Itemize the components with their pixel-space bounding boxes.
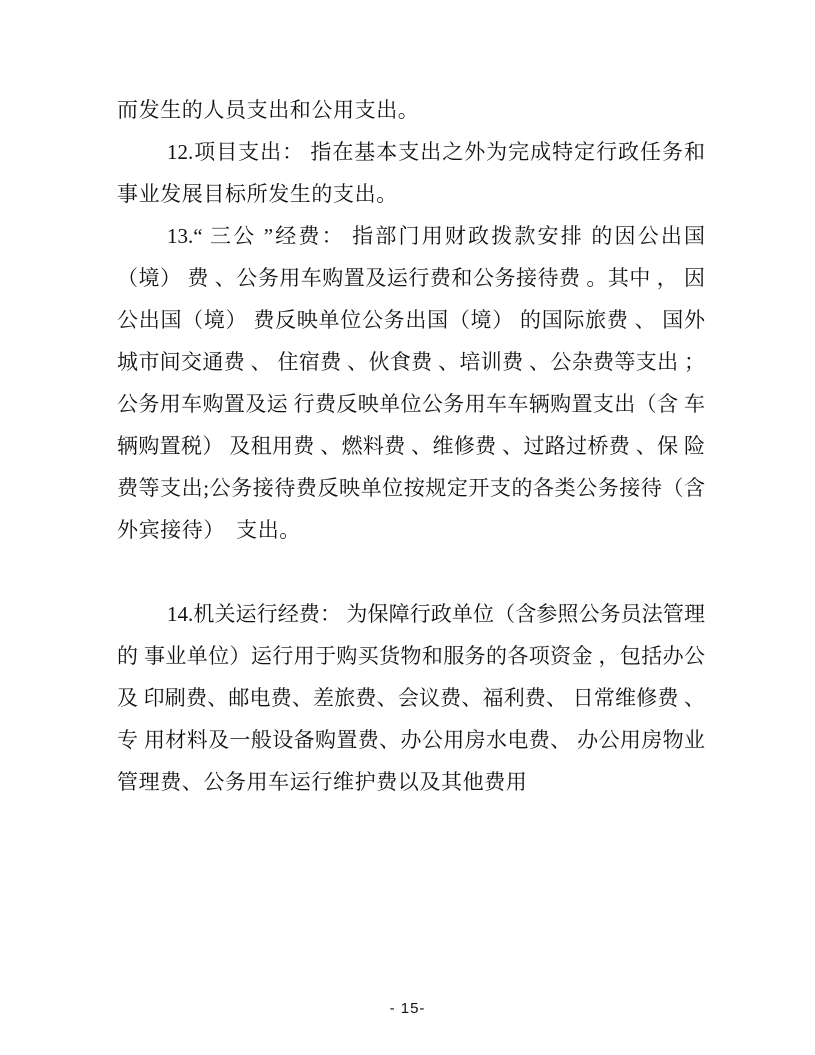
text-line: 辆购置税） 及租用费 、燃料费 、维修费 、过路过桥费 、保 险 bbox=[117, 434, 705, 458]
text-line: 城市间交通费 、 住宿费 、伙食费 、培训费 、公杂费等支出 ； bbox=[117, 350, 705, 374]
body-text bbox=[117, 89, 705, 803]
text-line: 管理费、公务用车运行维护费以及其他费用 bbox=[117, 770, 528, 794]
text-line: 专 用材料及一般设备购置费、办公用房水电费、 办公用房物业 bbox=[117, 728, 705, 752]
text-line: （境） 费 、公务用车购置及运行费和公务接待费 。其中 ， 因 bbox=[117, 266, 705, 290]
text-line: 14.机关运行经费： 为保障行政单位（含参照公务员法管理 bbox=[167, 602, 705, 626]
text-line: 13.“ 三公 ”经费： 指部门用财政拨款安排 的因公出国 bbox=[167, 224, 705, 248]
text-line: 公务用车购置及运 行费反映单位公务用车车辆购置支出（含 车 bbox=[117, 392, 705, 416]
page-number: - 15- bbox=[389, 1000, 426, 1017]
text-line: 事业发展目标所发生的支出。 bbox=[117, 182, 398, 206]
text-line: 而发生的人员支出和公用支出。 bbox=[117, 98, 420, 122]
text-line: 公出国（境） 费反映单位公务出国（境） 的国际旅费 、 国外 bbox=[117, 308, 705, 332]
text-line: 及 印刷费、邮电费、差旅费、会议费、福利费、 日常维修费 、 bbox=[117, 686, 705, 710]
text-line: 的 事业单位）运行用于购买货物和服务的各项资金 ，包括办公 bbox=[117, 644, 705, 668]
text-line: 外宾接待） 支出。 bbox=[117, 518, 301, 542]
blank-line bbox=[117, 551, 705, 593]
text-line: 费等支出;公务接待费反映单位按规定开支的各类公务接待（含 bbox=[117, 476, 705, 500]
text-line: 12.项目支出： 指在基本支出之外为完成特定行政任务和 bbox=[167, 140, 705, 164]
